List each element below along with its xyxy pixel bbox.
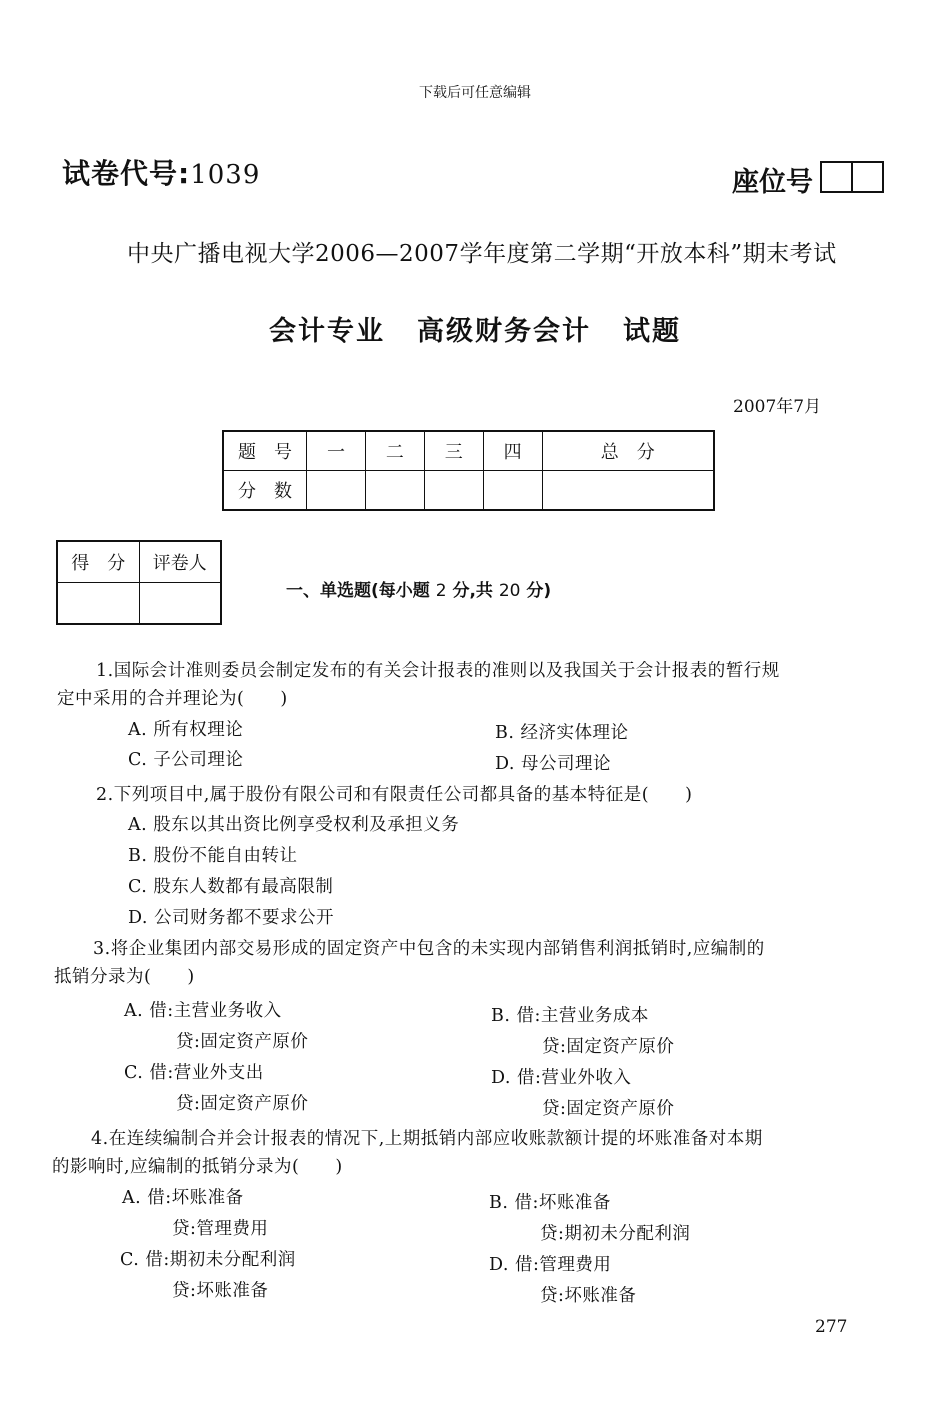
- score-header-cell: 总 分: [542, 431, 714, 471]
- question-1-option-c: C. 子公司理论: [128, 750, 244, 770]
- score-header-cell: 四: [483, 431, 542, 471]
- exam-code: [62, 152, 260, 192]
- question-3-option-d-credit: 贷:固定资产原价: [542, 1099, 675, 1119]
- question-4-option-c-debit: C. 借:期初未分配利润: [120, 1250, 296, 1270]
- score-cell: [542, 471, 714, 511]
- exam-date: 2007年7月: [733, 397, 822, 417]
- question-4-option-a-debit: A. 借:坏账准备: [122, 1188, 244, 1208]
- question-2-option-c: C. 股东人数都有最高限制: [128, 877, 334, 897]
- score-cell: [483, 471, 542, 511]
- question-2-line1: 2.下列项目中,属于股份有限公司和有限责任公司都具备的基本特征是( ): [96, 785, 693, 805]
- score-header-cell: 三: [424, 431, 483, 471]
- exam-code-label: 试卷代号:: [62, 157, 191, 190]
- subject-course: 高级财务会计: [417, 316, 591, 347]
- grader-header-grader: 评卷人: [139, 541, 221, 583]
- question-4-option-b-debit: B. 借:坏账准备: [489, 1193, 611, 1213]
- exam-title: 中央广播电视大学2006—2007学年度第二学期“开放本科”期末考试: [127, 241, 837, 267]
- question-4-option-a-credit: 贷:管理费用: [172, 1219, 269, 1239]
- score-table-header-row: [223, 431, 714, 471]
- question-1-line1: 1.国际会计准则委员会制定发布的有关会计报表的准则以及我国关于会计报表的暂行规: [96, 661, 780, 681]
- score-row-label: 分 数: [223, 471, 307, 511]
- question-4-option-d-debit: D. 借:管理费用: [489, 1255, 612, 1275]
- grader-score-cell: [57, 583, 139, 625]
- question-1-line2: 定中采用的合并理论为( ): [57, 689, 288, 709]
- score-cell: [424, 471, 483, 511]
- section-title: 一、单选题(每小题 2 分,共 20 分): [286, 581, 552, 601]
- question-4-line1: 4.在连续编制合并会计报表的情况下,上期抵销内部应收账款额计提的坏账准备对本期: [91, 1129, 763, 1149]
- question-2-option-a: A. 股东以其出资比例享受权利及承担义务: [128, 815, 460, 835]
- question-3-option-a-debit: A. 借:主营业务收入: [124, 1001, 282, 1021]
- question-1-option-b: B. 经济实体理论: [495, 723, 629, 743]
- question-4-option-c-credit: 贷:坏账准备: [172, 1281, 269, 1301]
- question-4-line2: 的影响时,应编制的抵销分录为( ): [52, 1157, 343, 1177]
- score-table-value-row: [223, 471, 714, 511]
- score-header-cell: 一: [307, 431, 366, 471]
- question-3-option-c-debit: C. 借:营业外支出: [124, 1063, 264, 1083]
- watermark-text: 下载后可任意编辑: [419, 85, 531, 101]
- grader-header-score: 得 分: [57, 541, 139, 583]
- seat-label: 座位号: [732, 167, 813, 198]
- question-1-option-d: D. 母公司理论: [495, 754, 612, 774]
- question-3-option-b-debit: B. 借:主营业务成本: [491, 1006, 649, 1026]
- question-3-option-a-credit: 贷:固定资产原价: [176, 1032, 309, 1052]
- question-4-option-d-credit: 贷:坏账准备: [540, 1286, 637, 1306]
- question-1-option-a: A. 所有权理论: [128, 720, 244, 740]
- question-3-option-b-credit: 贷:固定资产原价: [542, 1037, 675, 1057]
- page-number: 277: [815, 1317, 848, 1337]
- question-3-line1: 3.将企业集团内部交易形成的固定资产中包含的未实现内部销售利润抵销时,应编制的: [93, 939, 765, 959]
- question-4-option-b-credit: 贷:期初未分配利润: [540, 1224, 691, 1244]
- subject-major: 会计专业: [269, 316, 385, 347]
- score-table: [222, 430, 715, 511]
- subject-suffix: 试题: [623, 316, 681, 347]
- score-header-cell: 题 号: [223, 431, 307, 471]
- question-3-option-c-credit: 贷:固定资产原价: [176, 1094, 309, 1114]
- grader-table: [56, 540, 222, 625]
- score-cell: [365, 471, 424, 511]
- question-2-option-d: D. 公司财务都不要求公开: [128, 908, 335, 928]
- question-3-line2: 抵销分录为( ): [54, 967, 195, 987]
- seat-number-boxes: [820, 161, 884, 193]
- grader-name-cell: [139, 583, 221, 625]
- exam-code-value: 1039: [190, 160, 261, 190]
- question-2-option-b: B. 股份不能自由转让: [128, 846, 298, 866]
- question-3-option-d-debit: D. 借:营业外收入: [491, 1068, 632, 1088]
- score-cell: [307, 471, 366, 511]
- subject-title: [0, 309, 950, 348]
- score-header-cell: 二: [365, 431, 424, 471]
